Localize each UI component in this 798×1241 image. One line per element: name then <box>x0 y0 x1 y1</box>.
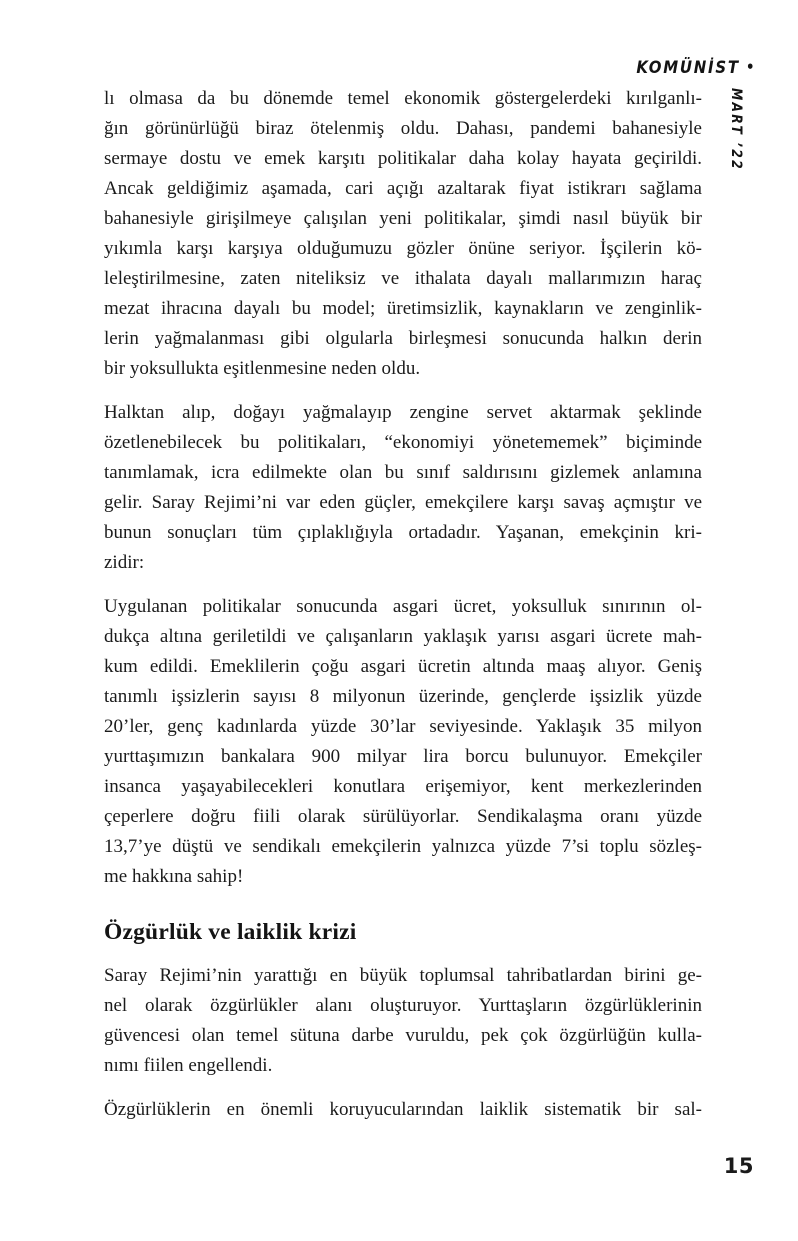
text-line: insanca yaşayabilecekleri konutlara erişemiyor, kent merkezlerinden <box>104 776 702 797</box>
text-line: leleştirilmesine, zaten niteliksiz ve ithalata dayalı mallarımızın haraç <box>104 268 702 289</box>
page-number: 15 <box>723 1154 754 1178</box>
text-line: Halktan alıp, doğayı yağmalayıp zengine servet aktarmak şeklinde <box>104 402 702 423</box>
text-line: yıkımla karşı karşıya olduğumuzu gözler önüne seriyor. İşçilerin kö- <box>104 238 702 259</box>
text-line: bunun sonuçları tüm çıplaklığıyla ortadadır. Yaşanan, emekçinin kri- <box>104 522 702 543</box>
paragraph <box>104 84 702 384</box>
text-line: 20’ler, genç kadınlarda yüzde 30’lar seviyesinde. Yaklaşık 35 milyon <box>104 716 702 737</box>
text-line: güvencesi olan temel sütuna darbe vuruldu, pek çok özgürlüğün kulla- <box>104 1025 702 1046</box>
text-line: me hakkına sahip! <box>104 866 244 887</box>
paragraph <box>104 961 702 1081</box>
text-line: Ancak geldiğimiz aşamada, cari açığı azaltarak fiyat istikrarı sağlama <box>104 178 702 199</box>
text-line: lerin yağmalanması gibi olgularla birleşmesi sonucunda halkın derin <box>104 328 702 349</box>
text-line: çeperlere doğru fiili olarak sürülüyorlar. Sendikalaşma oranı yüzde <box>104 806 702 827</box>
text-line: Uygulanan politikalar sonucunda asgari ücret, yoksulluk sınırının ol- <box>104 596 702 617</box>
text-line: ğın görünürlüğü biraz ötelenmiş oldu. Dahası, pandemi bahanesiyle <box>104 118 702 139</box>
text-line: gelir. Saray Rejimi’ni var eden güçler, emekçilere karşı savaş açmıştır ve <box>104 492 702 513</box>
text-line: bahanesiyle girişilmeye çalışılan yeni politikalar, şimdi nasıl büyük bir <box>104 208 702 229</box>
text-line: dukça altına geriletildi ve çalışanların yaklaşık yarısı asgari ücrete mah- <box>104 626 702 647</box>
text-line: sermaye dostu ve emek karşıtı politikalar daha kolay hayata geçirildi. <box>104 148 702 169</box>
paragraph <box>104 398 702 578</box>
text-line: nel olarak özgürlükler alanı oluşturuyor. Yurttaşların özgürlüklerinin <box>104 995 702 1016</box>
magazine-header <box>636 58 756 78</box>
text-line: tanımlamak, icra edilmekte olan bu sınıf saldırısını gizlemek anlamına <box>104 462 702 483</box>
header-bullet-icon: • <box>745 58 756 76</box>
text-line: tanımlı işsizlerin sayısı 8 milyonun üzerinde, gençlerde işsizlik yüzde <box>104 686 702 707</box>
text-line: lı olmasa da bu dönemde temel ekonomik göstergelerdeki kırılganlı- <box>104 88 702 109</box>
text-line: özetlenebilecek bu politikaları, “ekonomiyi yönetememek” biçiminde <box>104 432 702 453</box>
text-line: kum edildi. Emeklilerin çoğu asgari ücretin altında maaş alıyor. Geniş <box>104 656 702 677</box>
text-line: Özgürlüklerin en önemli koruyucularından laiklik sistematik bir sal- <box>104 1099 702 1120</box>
paragraph <box>104 1095 702 1125</box>
magazine-title: KOMÜNİST <box>636 58 740 78</box>
issue-date-vertical: MART ’22 <box>728 88 744 171</box>
article-body <box>104 84 702 1139</box>
text-line: zidir: <box>104 552 145 573</box>
text-line: Saray Rejimi’nin yarattığı en büyük toplumsal tahribatlardan birini ge- <box>104 965 702 986</box>
section-heading: Özgürlük ve laiklik krizi <box>104 919 357 945</box>
text-line: 13,7’ye düştü ve sendikalı emekçilerin yalnızca yüzde 7’si toplu sözleş- <box>104 836 702 857</box>
text-line: yurttaşımızın bankalara 900 milyar lira borcu bulunuyor. Emekçiler <box>104 746 702 767</box>
paragraph <box>104 592 702 892</box>
text-line: nımı fiilen engellendi. <box>104 1055 273 1076</box>
text-line: mezat ihracına dayalı bu model; üretimsizlik, kaynakların ve zenginlik- <box>104 298 702 319</box>
text-line: bir yoksullukta eşitlenmesine neden oldu. <box>104 358 421 379</box>
